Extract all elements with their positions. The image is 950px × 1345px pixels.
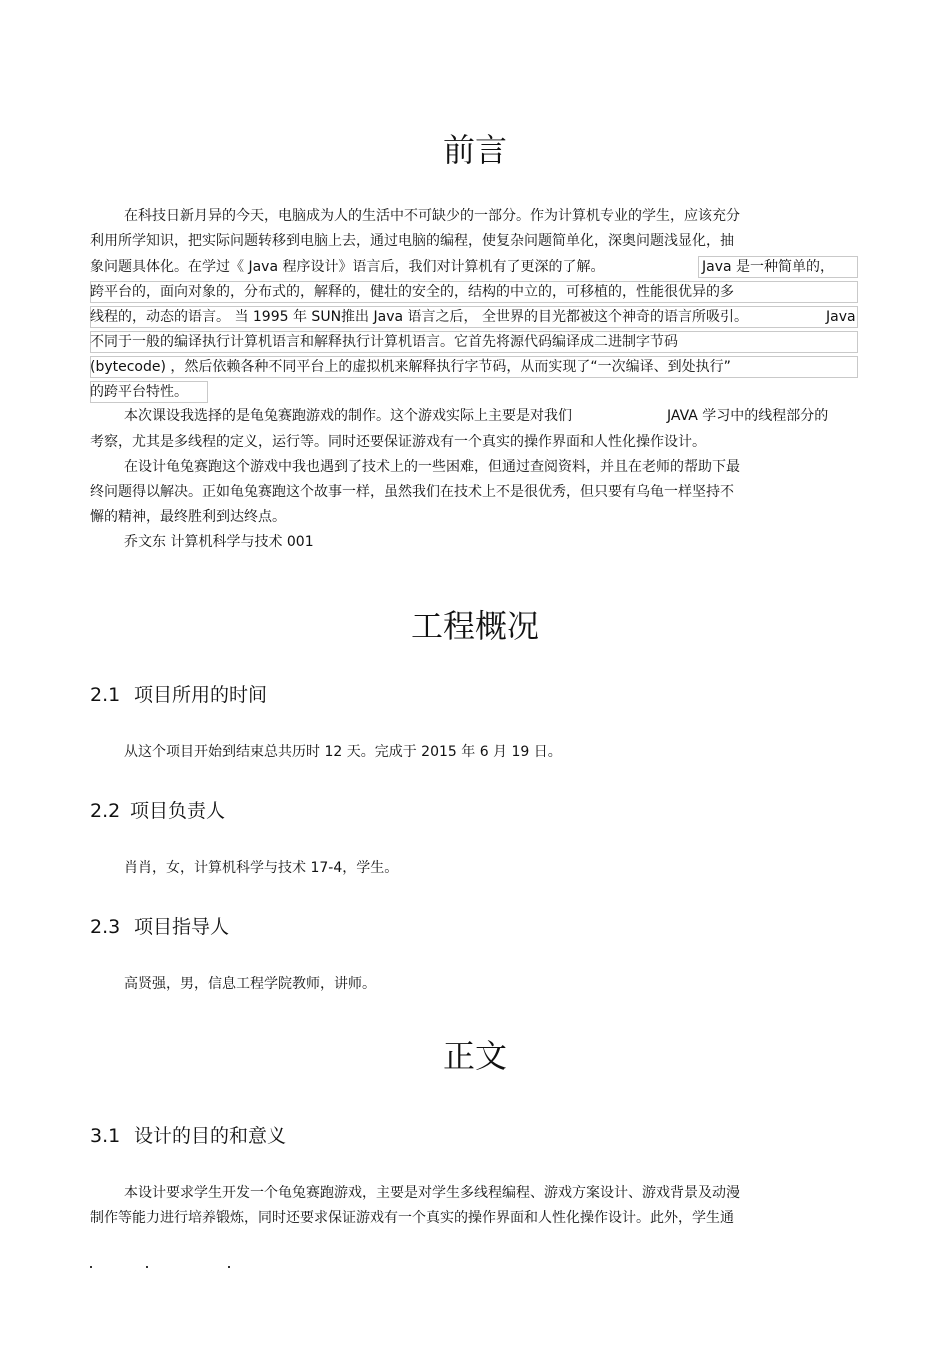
- section-text: 肖肖，女，计算机科学与技术 17-4，学生。: [124, 860, 399, 876]
- section-number: 3.1: [90, 1125, 121, 1147]
- preface-line: 象问题具体化。在学过《 Java 程序设计》语言后，我们对计算机有了更深的了解。: [90, 259, 605, 275]
- section-title-text: 项目所用的时间: [134, 684, 268, 706]
- preface-line: 线程的，动态的语言。 当 1995 年 SUN推出 Java 语言之后， 全世界的目光都被这个神奇的语言所吸引。: [90, 309, 748, 325]
- section-heading: [90, 914, 229, 940]
- preface-line: 不同于一般的编译执行计算机语言和解释执行计算机语言。它首先将源代码编译成二进制字节码: [90, 334, 678, 350]
- preface-line: JAVA 学习中的线程部分的: [667, 408, 829, 424]
- preface-line: 利用所学知识，把实际问题转移到电脑上去，通过电脑的编程，使复杂问题简单化，深奥问题浅显化，抽: [90, 233, 734, 249]
- decorative-dot: [146, 1266, 148, 1268]
- section-text: 从这个项目开始到结束总共历时 12 天。完成于 2015 年 6 月 19 日。: [124, 744, 562, 760]
- section-title-text: 设计的目的和意义: [134, 1125, 287, 1147]
- preface-line: (bytecode) ，然后依赖各种不同平台上的虚拟机来解释执行字节码，从而实现了“一次编译、到处执行”: [90, 359, 731, 375]
- preface-line: Java 是一种简单的，: [702, 259, 835, 275]
- section-number: 2.1: [90, 684, 121, 706]
- preface-line: 本次课设我选择的是龟兔赛跑游戏的制作。这个游戏实际上主要是对我们: [124, 408, 572, 424]
- overview-title: 工程概况: [410, 607, 539, 645]
- preface-line: Java: [826, 309, 856, 325]
- decorative-dot: [90, 1266, 92, 1268]
- body-line: 本设计要求学生开发一个龟兔赛跑游戏，主要是对学生多线程编程、游戏方案设计、游戏背景及动漫: [124, 1185, 740, 1201]
- preface-line: 懈的精神，最终胜利到达终点。: [90, 509, 286, 525]
- section-heading: [90, 682, 267, 708]
- preface-line: 跨平台的，面向对象的，分布式的，解释的，健壮的安全的，结构的中立的，可移植的，性能很优异的多: [90, 284, 734, 300]
- body-title: 正文: [442, 1037, 507, 1075]
- preface-line: 的跨平台特性。: [90, 384, 188, 400]
- section-text: 高贤强，男，信息工程学院教师，讲师。: [124, 976, 376, 992]
- section-title-text: 项目指导人: [134, 916, 230, 938]
- section-number: 2.3: [90, 916, 121, 938]
- preface-title: 前言: [442, 131, 507, 169]
- preface-signature: 乔文东 计算机科学与技术 001: [124, 534, 314, 550]
- section-number: 2.2: [90, 800, 121, 822]
- section-heading: [90, 1123, 286, 1149]
- section-title-text: 项目负责人: [130, 800, 226, 822]
- preface-line: 在设计龟兔赛跑这个游戏中我也遇到了技术上的一些困难，但通过查阅资料，并且在老师的帮助下最: [124, 459, 740, 475]
- body-line: 制作等能力进行培养锻炼，同时还要求保证游戏有一个真实的操作界面和人性化操作设计。此外，学生通: [90, 1210, 734, 1226]
- preface-line: 终问题得以解决。正如龟兔赛跑这个故事一样，虽然我们在技术上不是很优秀，但只要有乌龟一样坚持不: [90, 484, 734, 500]
- decorative-dot: [228, 1266, 230, 1268]
- preface-line: 考察，尤其是多线程的定义，运行等。同时还要保证游戏有一个真实的操作界面和人性化操作设计。: [90, 434, 706, 450]
- preface-line: 在科技日新月异的今天，电脑成为人的生活中不可缺少的一部分。作为计算机专业的学生，应该充分: [124, 208, 740, 224]
- section-heading: [90, 798, 225, 824]
